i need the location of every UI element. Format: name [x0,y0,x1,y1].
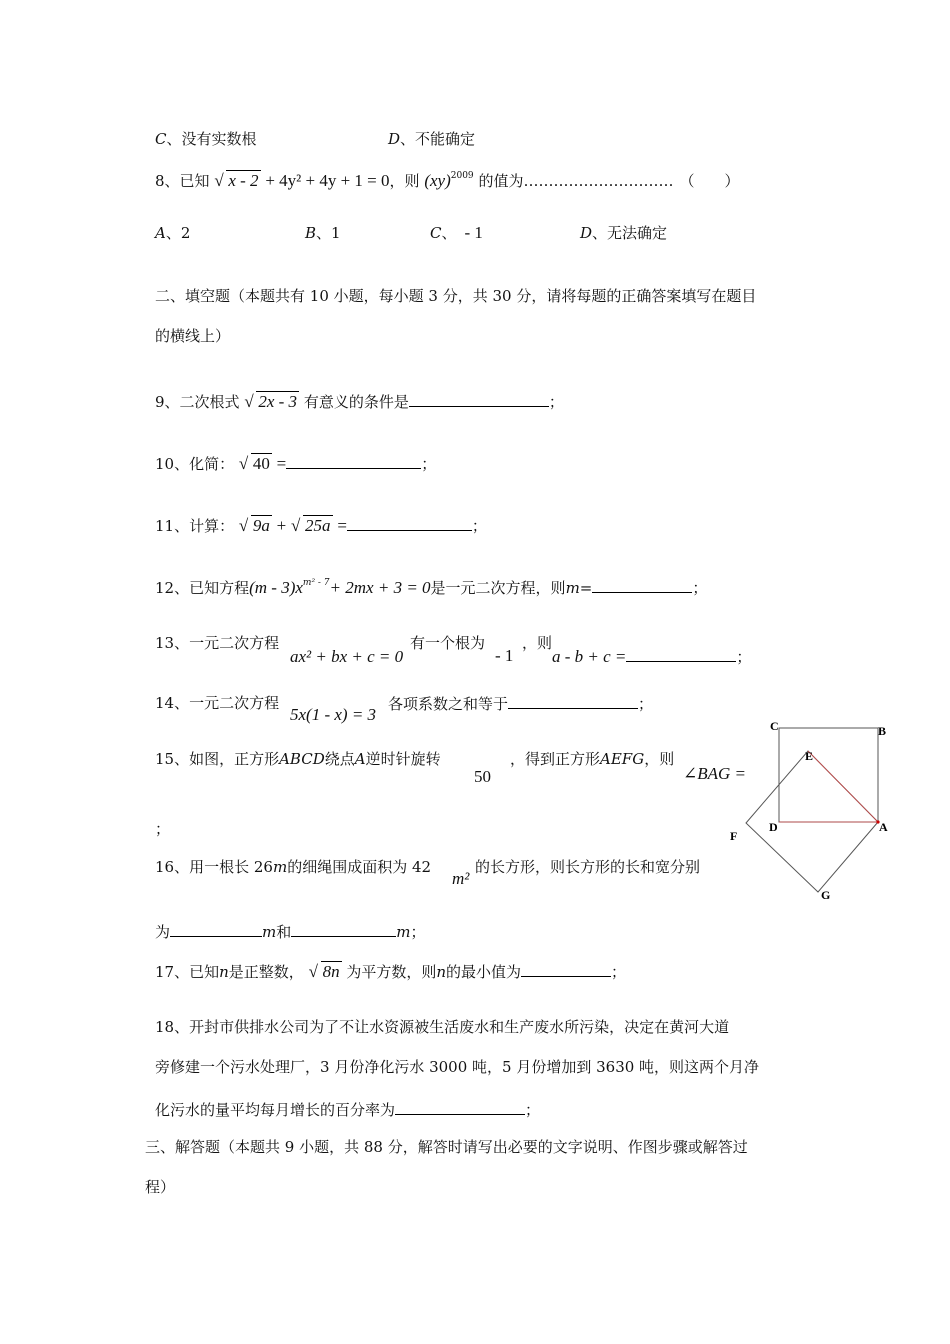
q13-answer-blank[interactable] [626,645,736,662]
q8-label: 8、已知 [155,172,210,190]
section2-heading-cont: 的横线上） [155,327,231,345]
q16-line1 [155,856,431,878]
q9 [155,390,564,413]
q15-square-aefg: AEFG [600,750,645,768]
q13-then: ，则 [522,634,553,652]
q11-sqrt-2: √ 25a [291,516,331,535]
q13-stem [155,632,279,654]
option-letter: B [305,224,317,242]
punct: ； [548,393,564,411]
option-text: 没有实数根 [181,130,257,148]
q12-expr-rest: + 2mx + 3 = 0 [329,578,431,597]
q16-area-unit: m² [452,869,470,888]
q8-then: ，则 [389,172,420,190]
q12 [155,576,707,602]
q11-eq: = [337,516,347,535]
q13-equation: ax² + bx + c = 0 [290,647,404,666]
q10-answer-blank[interactable] [286,452,421,469]
option-letter: A [155,224,166,242]
label-b: B [878,724,887,738]
q14-stem: 14、一元二次方程 [155,694,280,712]
segment-ea [808,751,878,822]
label-a: A [879,820,888,834]
q13-expr: a - b + c = [552,647,627,666]
punct: ； [421,455,437,473]
option-text: 不能确定 [415,130,476,148]
q8-equation: + 4y² + 4y + 1 = 0 [265,171,390,190]
section2-heading: 二、填空题（本题共有 10 小题，每小题 3 分，共 30 分，请将每题的正确答案填写在题目 [155,287,757,305]
q15-text: 逆时针旋转 [365,750,441,768]
q15-stem-cont [510,748,674,770]
q14-tail: 各项系数之和等于 [388,695,509,713]
q10-label: 10、化简： [155,455,235,473]
q10-radicand: 40 [252,454,270,473]
q18-line3 [155,1098,540,1121]
q17-answer-blank[interactable] [521,960,611,977]
punct: ； [611,963,627,981]
q8-option-d [580,222,667,244]
q11-plus: + [276,516,287,535]
q14-tail-line [388,692,653,715]
option-text: - 1 [464,223,483,242]
q8-stem [155,170,739,195]
punct: ； [692,579,708,597]
q7-option-c [155,128,257,150]
q13-root: - 1 [495,646,514,665]
label-d: D [769,820,778,834]
punct: 、 [166,130,182,148]
label-c: C [770,719,779,733]
q16-text: 和 [276,923,292,941]
label-f: F [730,829,738,843]
q11-label: 11、计算： [155,517,235,535]
punct: 、 [165,224,181,242]
q16-width-blank[interactable] [291,920,396,937]
q12-expr: (m - 3)x [249,578,303,597]
q15-semicolon: ； [155,820,171,838]
option-text: 1 [331,224,341,242]
q8-option-a [155,222,190,244]
q15-ask: ∠BAG = [683,764,747,783]
q15-text: 绕点 [324,750,355,768]
q17-radicand: 8n [322,962,340,981]
q16-unit: m [272,858,288,876]
option-text: 2 [180,224,191,242]
punct: 、 [441,224,457,242]
q13-mid: 有一个根为 [410,634,486,652]
q8-dots: ………………………… [523,172,674,190]
q10-eq: = [276,454,287,473]
q15-point-a: A [354,750,366,768]
q8-power-base: (xy) [424,171,451,190]
q14-equation: 5x(1 - x) = 3 [290,705,377,724]
q17 [155,960,626,983]
q15-text: 15、如图，正方形 [155,750,280,768]
q8-sqrt: √ x - 2 [214,171,259,190]
q15-square-abcd: ABCD [279,750,325,768]
option-letter: D [388,130,401,148]
q16-line1c: 的长方形，则长方形的长和宽分别 [475,858,701,876]
q14-answer-blank[interactable] [508,692,638,709]
q11-answer-blank[interactable] [347,514,472,531]
q9-label: 9、二次根式 [155,393,240,411]
q15-angle: 50 [474,767,491,786]
q11-radicand-1: 9a [252,516,270,535]
q12-exponent: m² - 7 [302,578,330,588]
option-letter: C [430,224,442,242]
punct: 、 [316,224,332,242]
q10 [155,452,436,475]
q18-line2: 旁修建一个污水处理厂，3 月份净化污水 3000 吨，5 月份增加到 3630 吨，则这两个月净 [155,1058,760,1076]
q8-power-exponent: 2009 [450,171,474,181]
q15-text: ，得到正方形 [510,750,601,768]
q16-length-blank[interactable] [170,920,262,937]
q15-figure [720,712,900,912]
q9-radicand: 2x - 3 [258,392,298,411]
q18-answer-blank[interactable] [395,1098,525,1115]
square-abcd [779,728,878,822]
q16-text: 16、用一根长 26 [155,858,273,876]
q18-line1: 18、开封市供排水公司为了不让水资源被生活废水和生产废水所污染，决定在黄河大道 [155,1018,730,1036]
punct: ； [525,1101,541,1119]
q17-var: n [219,963,229,981]
q15-text: ，则 [644,750,675,768]
q11-radicand-2: 25a [305,516,331,535]
q17-sqrt: √ 8n [308,962,340,981]
q9-sqrt: √ 2x - 3 [244,392,298,411]
q8-option-c [430,222,483,244]
punct: ； [638,695,654,713]
section3-heading-cont: 程） [145,1178,176,1196]
option-letter: D [580,224,593,242]
q10-sqrt: √ 40 [238,454,270,473]
q18-text: 化污水的量平均每月增长的百分率为 [155,1101,396,1119]
q9-tail: 有意义的条件是 [303,393,409,411]
q12-tail: 是一元二次方程，则 [430,579,566,597]
q17-var: n [436,963,447,981]
punct: ； [736,648,752,666]
q16-text: 的细绳围成面积为 42 [287,858,432,876]
label-e: E [805,749,814,763]
q8-answer-paren: （ ） [679,172,740,190]
q17-text: 是正整数， [228,963,304,981]
q11-sqrt-1: √ 9a [238,516,270,535]
punct: 、 [592,224,608,242]
q16-unit: m [396,923,411,941]
option-text: 无法确定 [607,224,668,242]
q13-label: 13、一元二次方程 [155,634,280,652]
q16-text: 为 [155,923,171,941]
q17-text: 为平方数，则 [346,963,437,981]
label-g: G [821,888,831,902]
punct: 、 [400,130,416,148]
q12-answer-blank[interactable] [592,576,692,593]
q12-var: m= [565,579,593,597]
q8-ask: 的值为 [478,172,524,190]
q8-radicand: x - 2 [228,171,259,190]
q7-option-d [388,128,475,150]
q17-label: 17、已知 [155,963,220,981]
q9-answer-blank[interactable] [409,390,549,407]
q13-expr-line [552,645,751,668]
option-letter: C [155,130,167,148]
q16-line2 [155,920,426,943]
q12-label: 12、已知方程 [155,579,250,597]
q17-text: 的最小值为 [446,963,522,981]
q16-unit: m [262,923,277,941]
q11 [155,514,487,537]
punct: ； [471,517,487,535]
q15-stem [155,748,441,770]
punct: ； [410,923,426,941]
section3-heading: 三、解答题（本题共 9 小题，共 88 分，解答时请写出必要的文字说明、作图步骤或解答过 [145,1138,748,1156]
q8-option-b [305,222,341,244]
